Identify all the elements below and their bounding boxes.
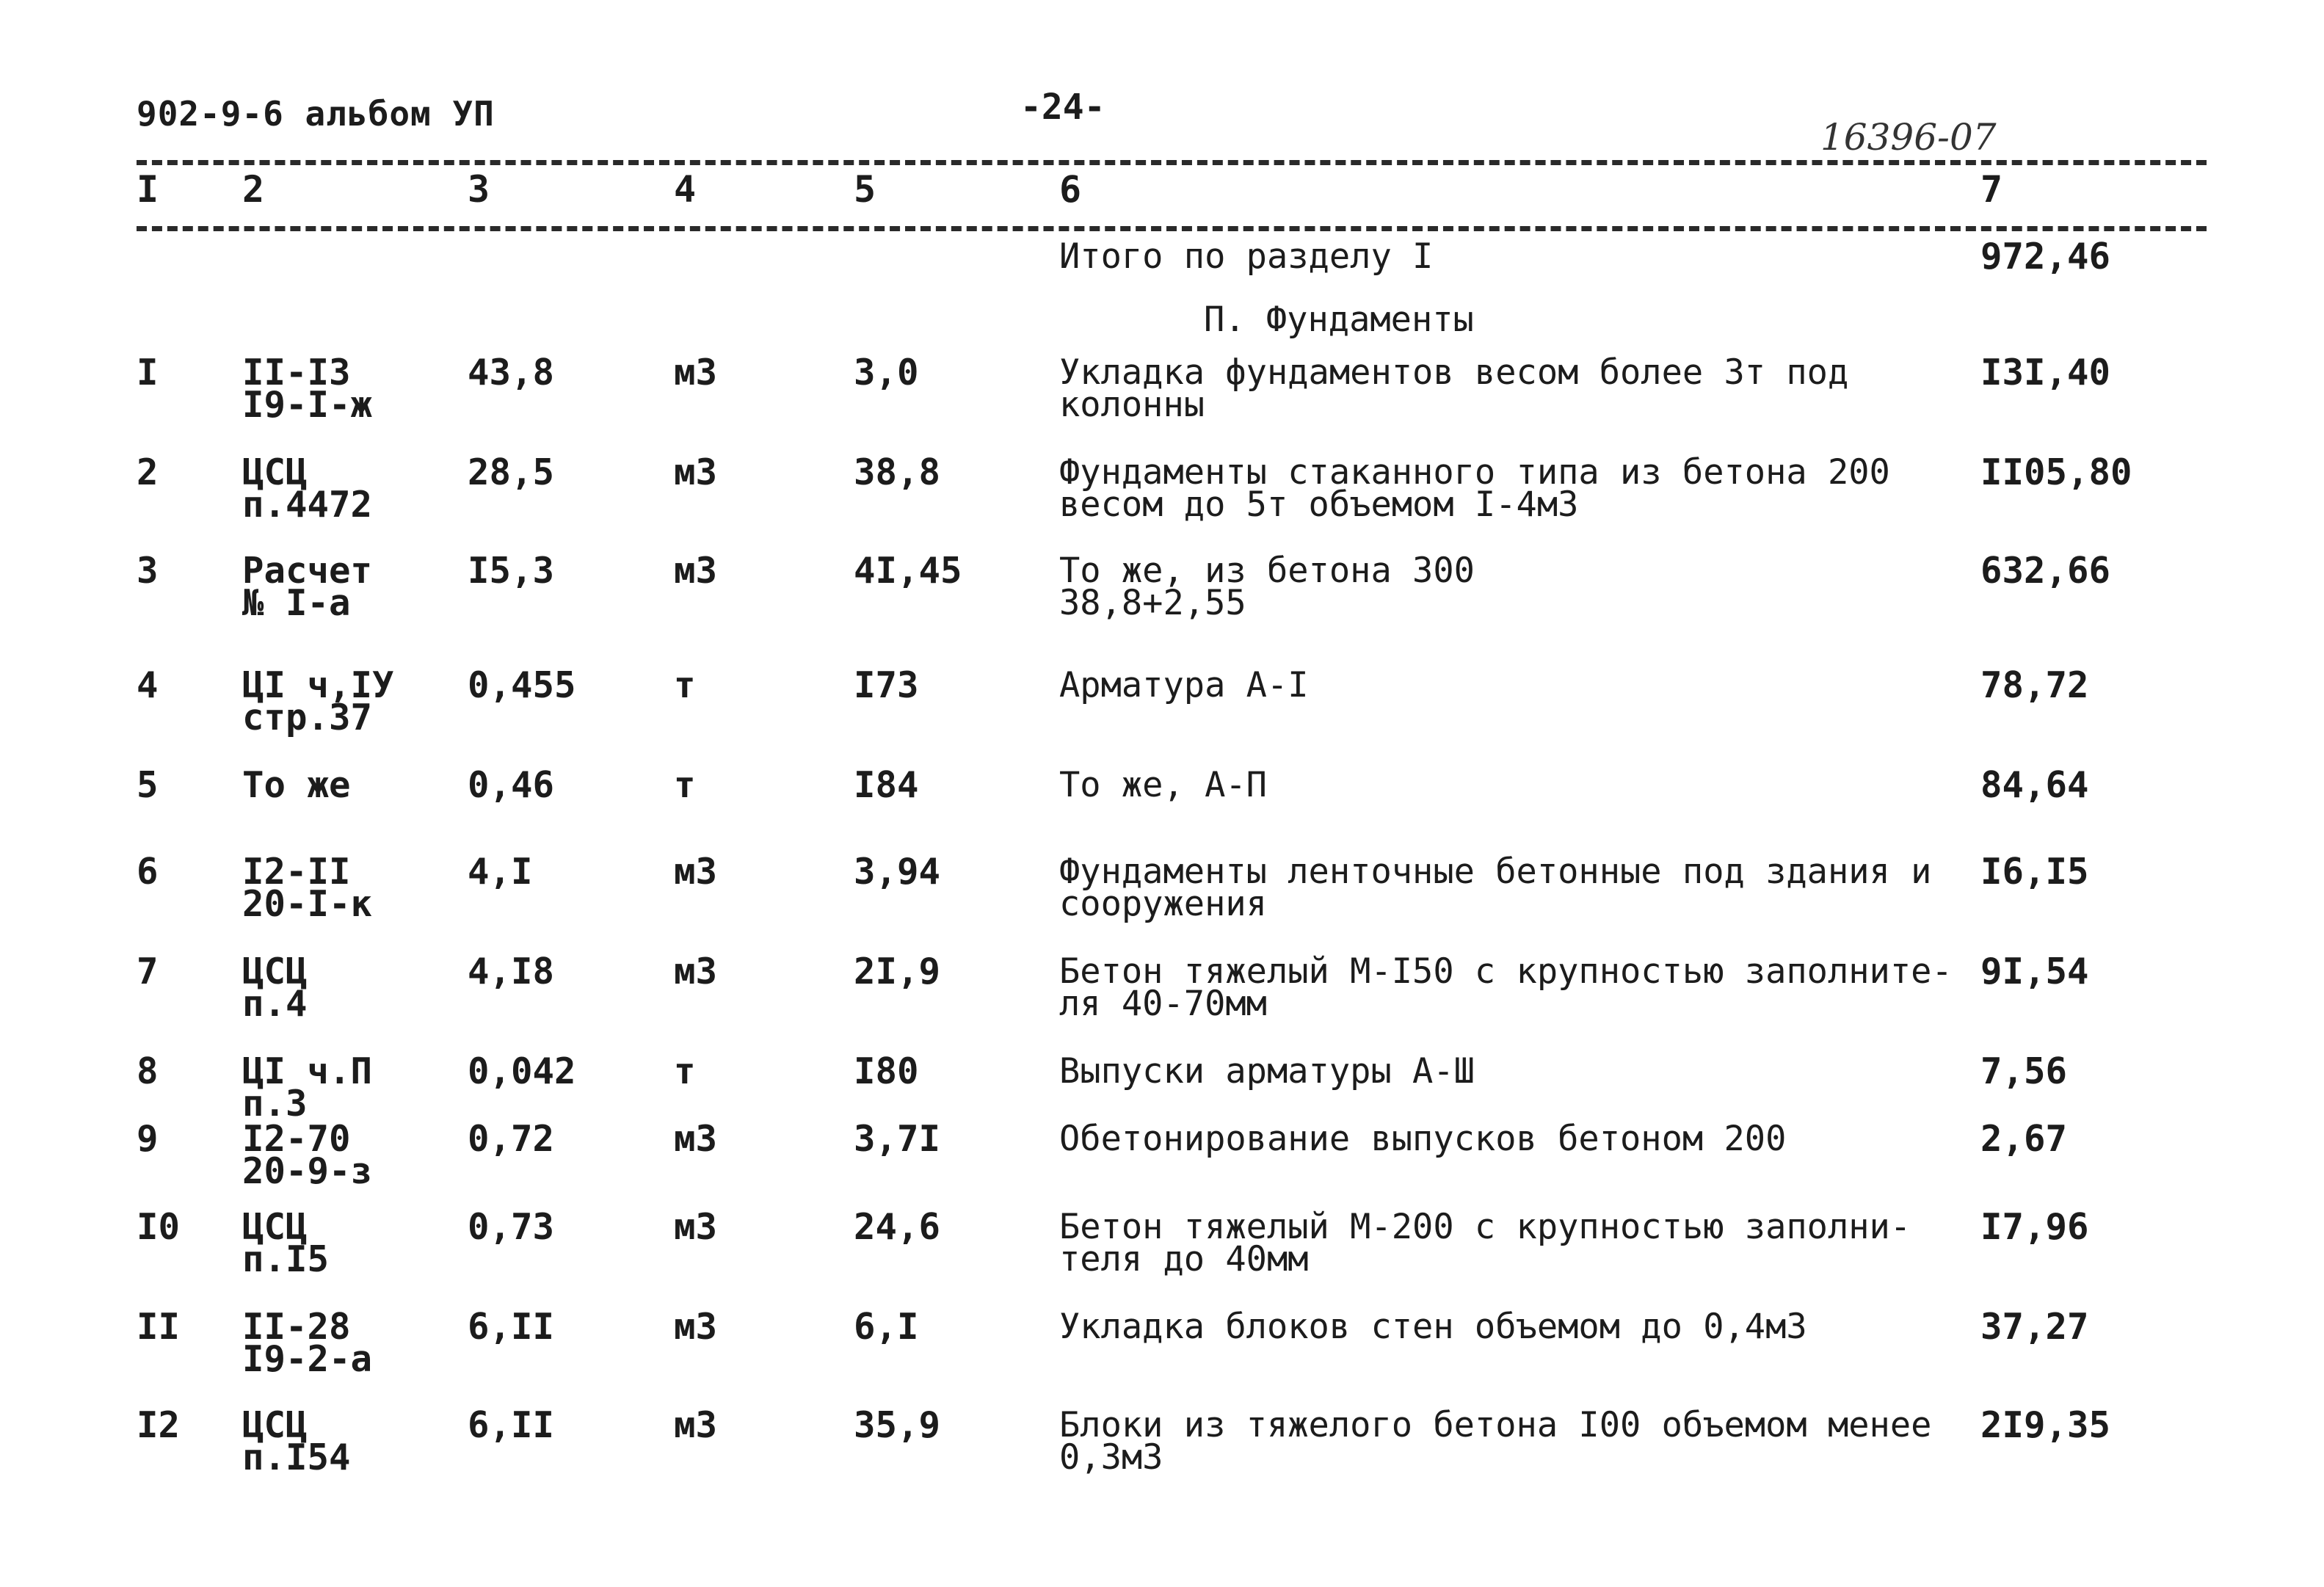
column-number: 3 xyxy=(468,168,490,211)
work-description-line: теля до 40мм xyxy=(1059,1239,1309,1279)
basis-code xyxy=(242,550,373,624)
work-description xyxy=(1059,1307,1807,1347)
work-description xyxy=(1059,765,1267,805)
basis-code-line: ЦСЦ xyxy=(242,451,308,493)
section-title: П. Фундаменты xyxy=(1204,299,1474,340)
basis-code xyxy=(242,1118,373,1192)
basis-code-line: п.I54 xyxy=(242,1437,351,1478)
basis-code-line: ЦСЦ xyxy=(242,1404,308,1446)
unit-price: I80 xyxy=(854,1050,919,1092)
quantity: 4,I xyxy=(468,851,533,893)
row-total: II05,80 xyxy=(1980,451,2132,493)
work-description-line: Бетон тяжелый М-I50 с крупностью заполните- xyxy=(1059,951,1953,992)
row-total: 2I9,35 xyxy=(1980,1404,2111,1446)
basis-code xyxy=(242,664,394,738)
column-number: 2 xyxy=(242,168,265,211)
unit: м3 xyxy=(674,851,718,893)
row-total: 78,72 xyxy=(1980,664,2089,706)
basis-code-line: I2-70 xyxy=(242,1118,351,1160)
work-description-line: 38,8+2,55 xyxy=(1059,583,1246,623)
top-dashed-rule xyxy=(137,160,2207,165)
basis-code xyxy=(242,352,373,426)
work-description xyxy=(1059,1405,1932,1478)
basis-code-line: ЦСЦ xyxy=(242,1206,308,1248)
basis-code-line: ЦI ч,IУ xyxy=(242,664,394,706)
work-description-line: колонны xyxy=(1059,385,1205,425)
quantity: 4,I8 xyxy=(468,951,555,992)
row-number: II xyxy=(137,1306,181,1348)
unit-price: 3,7I xyxy=(854,1118,941,1160)
column-number: 4 xyxy=(674,168,697,211)
work-description-line: То же, А-П xyxy=(1059,765,1267,805)
basis-code xyxy=(242,1306,373,1380)
column-number: 7 xyxy=(1980,168,2003,211)
row-total: 2,67 xyxy=(1980,1118,2068,1160)
basis-code xyxy=(242,851,373,925)
work-description-line: Фундаменты стаканного типа из бетона 200 xyxy=(1059,452,1890,493)
column-number: 5 xyxy=(854,168,876,211)
basis-code-line: п.I5 xyxy=(242,1238,330,1280)
unit-price: 4I,45 xyxy=(854,550,962,592)
quantity: 28,5 xyxy=(468,451,555,493)
basis-code-line: № I-а xyxy=(242,582,351,624)
work-description-line: Арматура А-I xyxy=(1059,665,1309,705)
work-description xyxy=(1059,1207,1911,1279)
unit: т xyxy=(674,1050,696,1092)
row-number: 5 xyxy=(137,764,159,806)
row-number: 2 xyxy=(137,451,159,493)
row-total: 9I,54 xyxy=(1980,951,2089,992)
row-number: I xyxy=(137,352,159,393)
quantity: I5,3 xyxy=(468,550,555,592)
basis-code xyxy=(242,951,308,1025)
row-total: 84,64 xyxy=(1980,764,2089,806)
unit: м3 xyxy=(674,1306,718,1348)
row-number: I0 xyxy=(137,1206,181,1248)
basis-code xyxy=(242,764,351,806)
basis-code-line: II-I3 xyxy=(242,352,351,393)
unit: м3 xyxy=(674,951,718,992)
quantity: 0,455 xyxy=(468,664,576,706)
quantity: 43,8 xyxy=(468,352,555,393)
unit: м3 xyxy=(674,1118,718,1160)
unit: т xyxy=(674,664,696,706)
row-total: 37,27 xyxy=(1980,1306,2089,1348)
quantity: 0,73 xyxy=(468,1206,555,1248)
unit-price: 24,6 xyxy=(854,1206,941,1248)
basis-code xyxy=(242,1050,373,1125)
work-description xyxy=(1059,551,1475,623)
work-description-line: То же, из бетона 300 xyxy=(1059,551,1475,591)
row-number: 6 xyxy=(137,851,159,893)
work-description xyxy=(1059,1119,1787,1159)
work-description xyxy=(1059,951,1953,1024)
work-description-line: весом до 5т объемом I-4м3 xyxy=(1059,484,1579,525)
work-description xyxy=(1059,352,1849,425)
unit-price: 2I,9 xyxy=(854,951,941,992)
row-number: 9 xyxy=(137,1118,159,1160)
basis-code-line: п.3 xyxy=(242,1083,308,1125)
work-description-line: сооружения xyxy=(1059,884,1267,924)
quantity: 0,46 xyxy=(468,764,555,806)
basis-code-line: 20-9-з xyxy=(242,1150,373,1192)
basis-code-line: п.4472 xyxy=(242,484,373,526)
unit: м3 xyxy=(674,550,718,592)
section-total-value: 972,46 xyxy=(1980,236,2111,277)
basis-code-line: I2-II xyxy=(242,851,351,893)
basis-code-line: I9-I-ж xyxy=(242,384,373,426)
section-total-label: Итого по разделу I xyxy=(1059,236,1434,277)
unit-price: 35,9 xyxy=(854,1404,941,1446)
row-total: I6,I5 xyxy=(1980,851,2089,893)
row-total: 632,66 xyxy=(1980,550,2111,592)
row-number: 4 xyxy=(137,664,159,706)
row-total: 7,56 xyxy=(1980,1050,2068,1092)
work-description xyxy=(1059,452,1890,525)
work-description xyxy=(1059,851,1932,924)
basis-code xyxy=(242,1206,330,1280)
unit: м3 xyxy=(674,1404,718,1446)
basis-code-line: 20-I-к xyxy=(242,883,373,925)
row-total: I7,96 xyxy=(1980,1206,2089,1248)
work-description-line: Укладка блоков стен объемом до 0,4м3 xyxy=(1059,1307,1807,1347)
document-code: 902-9-6 альбом УП xyxy=(137,94,495,134)
work-description xyxy=(1059,665,1309,705)
basis-code-line: II-28 xyxy=(242,1306,351,1348)
unit-price: 6,I xyxy=(854,1306,919,1348)
page-number: -24- xyxy=(1020,87,1105,128)
quantity: 6,II xyxy=(468,1306,555,1348)
unit: т xyxy=(674,764,696,806)
work-description-line: Укладка фундаментов весом более 3т под xyxy=(1059,352,1849,393)
basis-code-line: ЦСЦ xyxy=(242,951,308,992)
basis-code-line: п.4 xyxy=(242,983,308,1025)
work-description-line: 0,3м3 xyxy=(1059,1437,1163,1478)
unit-price: 38,8 xyxy=(854,451,941,493)
work-description-line: ля 40-70мм xyxy=(1059,984,1267,1024)
basis-code-line: Расчет xyxy=(242,550,373,592)
unit-price: I84 xyxy=(854,764,919,806)
work-description xyxy=(1059,1051,1475,1092)
row-number: 7 xyxy=(137,951,159,992)
column-header-dashed-rule xyxy=(137,226,2207,231)
basis-code-line: стр.37 xyxy=(242,697,373,738)
basis-code-line: ЦI ч.П xyxy=(242,1050,373,1092)
work-description-line: Выпуски арматуры А-Ш xyxy=(1059,1051,1475,1092)
quantity: 0,72 xyxy=(468,1118,555,1160)
row-total: I3I,40 xyxy=(1980,352,2111,393)
unit-price: I73 xyxy=(854,664,919,706)
work-description-line: Блоки из тяжелого бетона I00 объемом менее xyxy=(1059,1405,1932,1445)
unit: м3 xyxy=(674,1206,718,1248)
unit-price: 3,0 xyxy=(854,352,919,393)
column-number: 6 xyxy=(1059,168,1082,211)
quantity: 0,042 xyxy=(468,1050,576,1092)
row-number: 3 xyxy=(137,550,159,592)
unit: м3 xyxy=(674,451,718,493)
column-number: I xyxy=(137,168,159,211)
basis-code xyxy=(242,451,373,526)
work-description-line: Бетон тяжелый М-200 с крупностью заполни- xyxy=(1059,1207,1911,1247)
unit: м3 xyxy=(674,352,718,393)
basis-code-line: То же xyxy=(242,764,351,806)
work-description-line: Фундаменты ленточные бетонные под здания и xyxy=(1059,851,1932,892)
work-description-line: Обетонирование выпусков бетоном 200 xyxy=(1059,1119,1787,1159)
handwritten-stamp: 16396-07 xyxy=(1820,116,1997,159)
row-number: I2 xyxy=(137,1404,181,1446)
row-number: 8 xyxy=(137,1050,159,1092)
basis-code xyxy=(242,1404,351,1478)
basis-code-line: I9-2-а xyxy=(242,1338,373,1380)
quantity: 6,II xyxy=(468,1404,555,1446)
unit-price: 3,94 xyxy=(854,851,941,893)
